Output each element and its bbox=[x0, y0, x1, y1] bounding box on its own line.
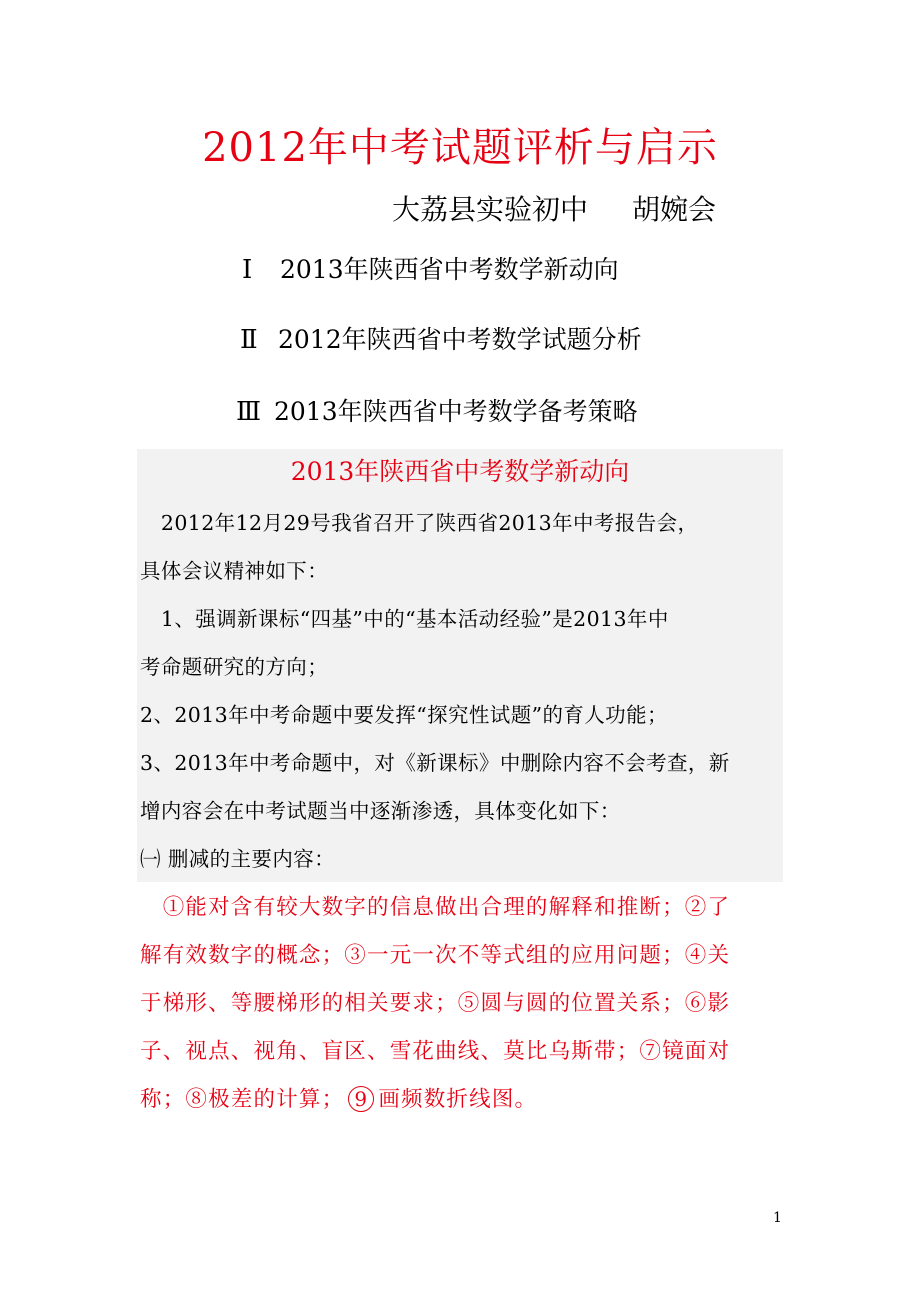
deleted-content-line: 称；⑧极差的计算； bbox=[140, 1087, 345, 1112]
toc-text: 2013年陕西省中考数学新动向 bbox=[280, 255, 619, 284]
paragraph-line: 3、2013年中考命题中，对《新课标》中删除内容不会考查，新 bbox=[140, 751, 730, 775]
toc-numeral: Ⅲ bbox=[236, 397, 262, 427]
author-line bbox=[392, 190, 716, 230]
page-number: 1 bbox=[773, 1210, 782, 1226]
toc-item-2 bbox=[240, 322, 642, 358]
circled-number-nine: 9 bbox=[348, 1086, 374, 1112]
document-title: 2012年中考试题评析与启示 bbox=[202, 125, 718, 171]
author-school: 大荔县实验初中 bbox=[392, 193, 589, 226]
paragraph-line: 1、强调新课标“四基”中的“基本活动经验”是2013年中 bbox=[140, 607, 669, 631]
toc-numeral: Ⅰ bbox=[242, 255, 253, 285]
deleted-content-line: 于梯形、等腰梯形的相关要求；⑤圆与圆的位置关系；⑥影 bbox=[140, 991, 731, 1016]
toc-text: 2013年陕西省中考数学备考策略 bbox=[274, 397, 638, 426]
author-name: 胡婉会 bbox=[632, 193, 717, 226]
paragraph-line: 具体会议精神如下： bbox=[140, 559, 329, 583]
toc-text: 2012年陕西省中考数学试题分析 bbox=[278, 325, 642, 354]
paragraph-line: 增内容会在中考试题当中逐渐渗透，具体变化如下： bbox=[140, 799, 621, 823]
toc-item-1 bbox=[242, 252, 619, 288]
deleted-content-last-line bbox=[140, 1085, 785, 1115]
deleted-content-line: 解有效数字的概念；③一元一次不等式组的应用问题；④关 bbox=[140, 943, 731, 968]
deleted-content-line: 子、视点、视角、盲区、雪花曲线、莫比乌斯带；⑦镜面对 bbox=[140, 1039, 731, 1064]
subheading-deleted-content: ㈠ 删减的主要内容： bbox=[140, 847, 336, 871]
paragraph-line: 考命题研究的方向； bbox=[140, 655, 329, 679]
paragraph-line: 2、2013年中考命题中要发挥“探究性试题”的育人功能； bbox=[140, 703, 668, 727]
toc-numeral: Ⅱ bbox=[240, 325, 258, 355]
paragraph-line: 2012年12月29号我省召开了陕西省2013年中考报告会， bbox=[140, 511, 699, 535]
section-title: 2013年陕西省中考数学新动向 bbox=[290, 457, 630, 486]
deleted-content-line: ①能对含有较大数字的信息做出合理的解释和推断；②了 bbox=[140, 895, 731, 920]
deleted-content-last-item: 画频数折线图。 bbox=[378, 1087, 538, 1112]
toc-item-3 bbox=[236, 394, 638, 430]
